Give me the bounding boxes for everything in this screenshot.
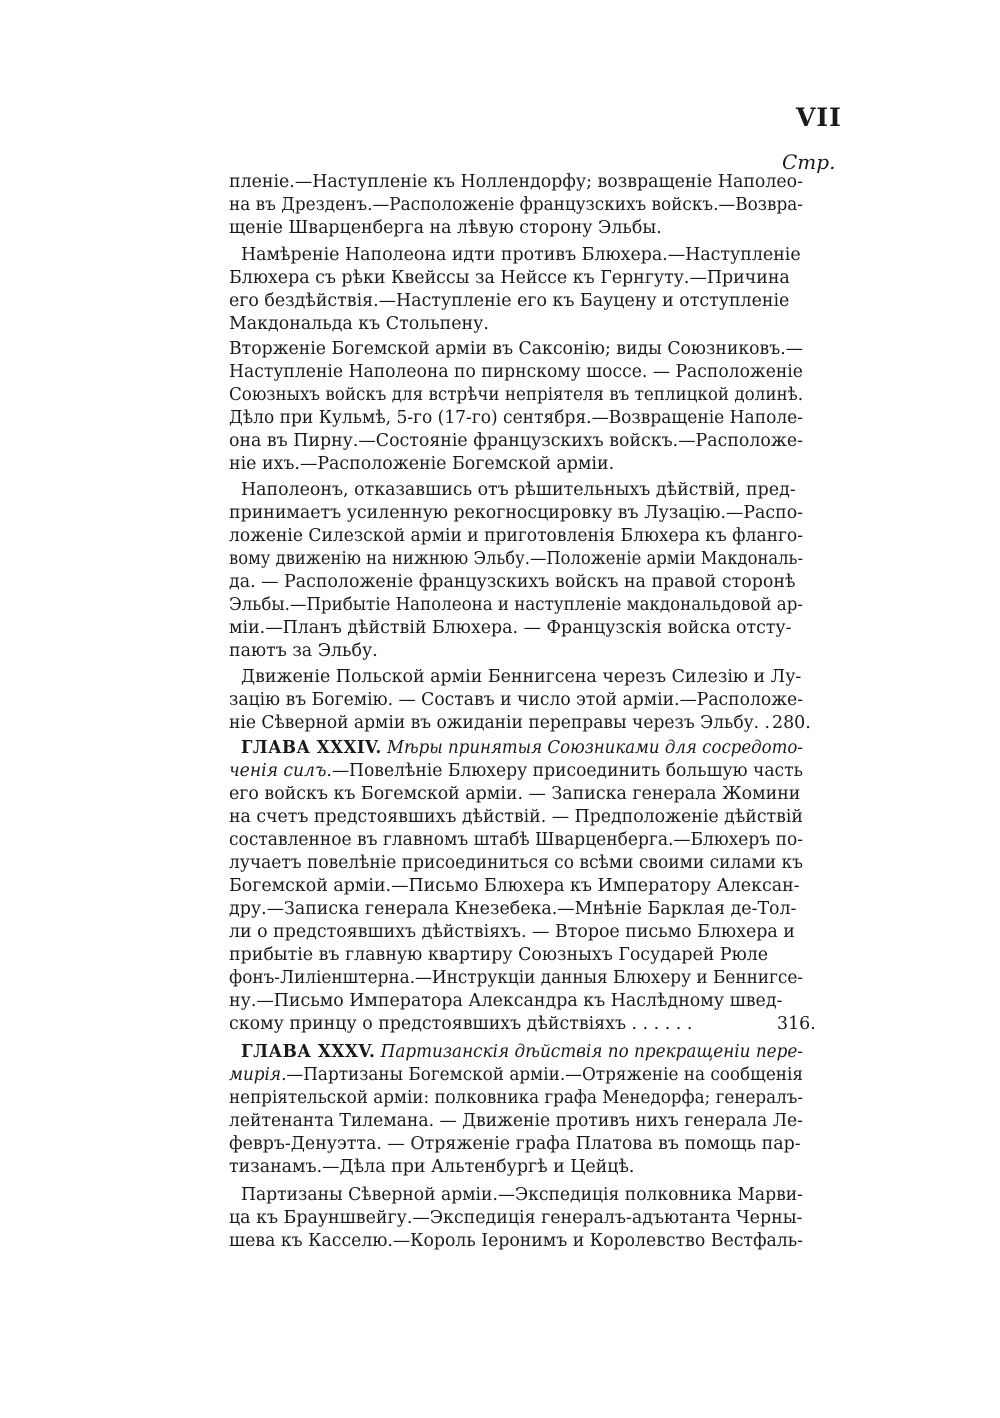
line-text: на въ Дрезденъ.—Расположеніе французскихъ войскъ.—Возвра- [229, 195, 803, 215]
line-text: скому принцу о предстоявшихъ дѣйствіяхъ . . . . . . [229, 1014, 693, 1034]
line-text: непріятельской арміи: полковника графа Менедорфа; генералъ- [229, 1088, 804, 1108]
line-text: пленіе.—Наступленіе къ Ноллендорфу; возвращеніе Наполео- [229, 172, 804, 192]
line-text: паютъ за Эльбу. [229, 641, 378, 661]
line-text: принимаетъ усиленную рекогносцировку въ Лузацію.—Распо- [229, 503, 804, 523]
line-text: Макдональда къ Стольпену. [229, 314, 489, 334]
chapter-title: мирія. [229, 1065, 287, 1085]
line-text: лейтенанта Тилемана. — Движеніе противъ нихъ генерала Ле- [229, 1111, 803, 1131]
chapter-number: ГЛАВА XXXIV. [241, 738, 382, 758]
line-text: Партизаны Сѣверной арміи.—Экспедиція полковника Марви- [241, 1185, 803, 1205]
line-text: прибытіе въ главную квартиру Союзныхъ Государей Рюле [229, 945, 769, 965]
chapter-title: ченія силъ. [229, 761, 332, 781]
page-reference: 316. [777, 1014, 816, 1034]
line-text: ли о предстоявшихъ дѣйствіяхъ. — Второе письмо Блюхера и [229, 922, 795, 942]
line-text: Движеніе Польской арміи Беннигсена черезъ Силезію и Лу- [241, 667, 802, 687]
line-text: на счетъ предстоявшихъ дѣйствій. — Предположеніе дѣйствій [229, 807, 803, 827]
line-text: Союзныхъ войскъ для встрѣчи непріятеля въ теплицкой долинѣ. [229, 385, 804, 405]
page-reference: 280. [772, 713, 811, 733]
line-text: міи.—Планъ дѣйствій Блюхера. — Французскія войска отсту- [229, 618, 792, 638]
line-text: Наполеонъ, отказавшись отъ рѣшительныхъ дѣйствій, пред- [241, 480, 796, 500]
line-text: Вторженіе Богемской арміи въ Саксонію; виды Союзниковъ.— [229, 339, 803, 359]
line-text: его бездѣйствія.—Наступленіе его къ Бауцену и отступленіе [229, 291, 790, 311]
line-text: Наступленіе Наполеона по пирнскому шоссе. — Расположеніе [229, 362, 803, 382]
line-text: ніе ихъ.—Расположеніе Богемской арміи. [229, 454, 615, 474]
line-text: зацію въ Богемію. — Составъ и число этой арміи.—Расположе- [229, 690, 804, 710]
line-text: шева къ Касселю.—Король Іеронимъ и Королевство Вестфаль- [229, 1231, 803, 1251]
line-text: она въ Пирну.—Состояніе французскихъ войскъ.—Расположе- [229, 431, 803, 451]
page-number: VII [796, 103, 842, 132]
line-text: ца къ Брауншвейгу.—Экспедиція генералъ-адъютанта Черны- [229, 1208, 803, 1228]
line-text: —Повелѣніе Блюхеру присоединить большую часть [331, 761, 803, 781]
line-text: ніе Сѣверной арміи въ ожиданіи переправы черезъ Эльбу. . [229, 713, 770, 733]
line-text: фонъ-Лиліенштерна.—Инструкціи данныя Блюхеру и Беннигсе- [229, 968, 804, 988]
chapter-number: ГЛАВА XXXV. [241, 1042, 376, 1062]
line-text: февръ-Денуэтта. — Отряженіе графа Платова въ помощь пар- [229, 1134, 801, 1154]
line-text: Блюхера съ рѣки Квейссы за Нейссе къ Гернгуту.—Причина [229, 268, 790, 288]
line-text: Намѣреніе Наполеона идти противъ Блюхера.—Наступленіе [241, 245, 801, 265]
line-text: —Партизаны Богемской арміи.—Отряженіе на сообщенія [286, 1065, 803, 1085]
line-text: Дѣло при Кульмѣ, 5-го (17-го) сентября.—Возвращеніе Наполе- [229, 408, 804, 428]
line-text: щеніе Шварценберга на лѣвую сторону Эльбы. [229, 218, 662, 238]
line-text: Эльбы.—Прибытіе Наполеона и наступленіе макдональдовой ар- [229, 595, 803, 615]
line-text: вому движенію на нижнюю Эльбу.—Положеніе арміи Макдональ- [229, 549, 803, 569]
line-text: составленное въ главномъ штабѣ Шварценберга.—Блюхеръ по- [229, 830, 804, 850]
line-text: лучаетъ повелѣніе присоединиться со всѣми своими силами къ [229, 853, 803, 873]
chapter-title: Мѣры принятыя Союзниками для сосредото- [387, 738, 803, 758]
line-text: его войскъ къ Богемской арміи. — Записка генерала Жомини [229, 784, 801, 804]
page-column-label: Стр. [782, 150, 836, 174]
line-text: ну.—Письмо Императора Александра къ Наслѣдному швед- [229, 991, 783, 1011]
line-text: ложеніе Силезской арміи и приготовленія Блюхера къ фланго- [229, 526, 804, 546]
line-text: тизанамъ.—Дѣла при Альтенбургѣ и Цейцѣ. [229, 1157, 635, 1177]
line-text: да. — Расположеніе французскихъ войскъ на правой сторонѣ [229, 572, 796, 592]
chapter-title: Партизанскія дѣйствія по прекращеніи пере- [380, 1042, 804, 1062]
line-text: Богемской арміи.—Письмо Блюхера къ Императору Алексан- [229, 876, 800, 896]
line-text: дру.—Записка генерала Кнезебека.—Мнѣніе Барклая де-Тол- [229, 899, 797, 919]
